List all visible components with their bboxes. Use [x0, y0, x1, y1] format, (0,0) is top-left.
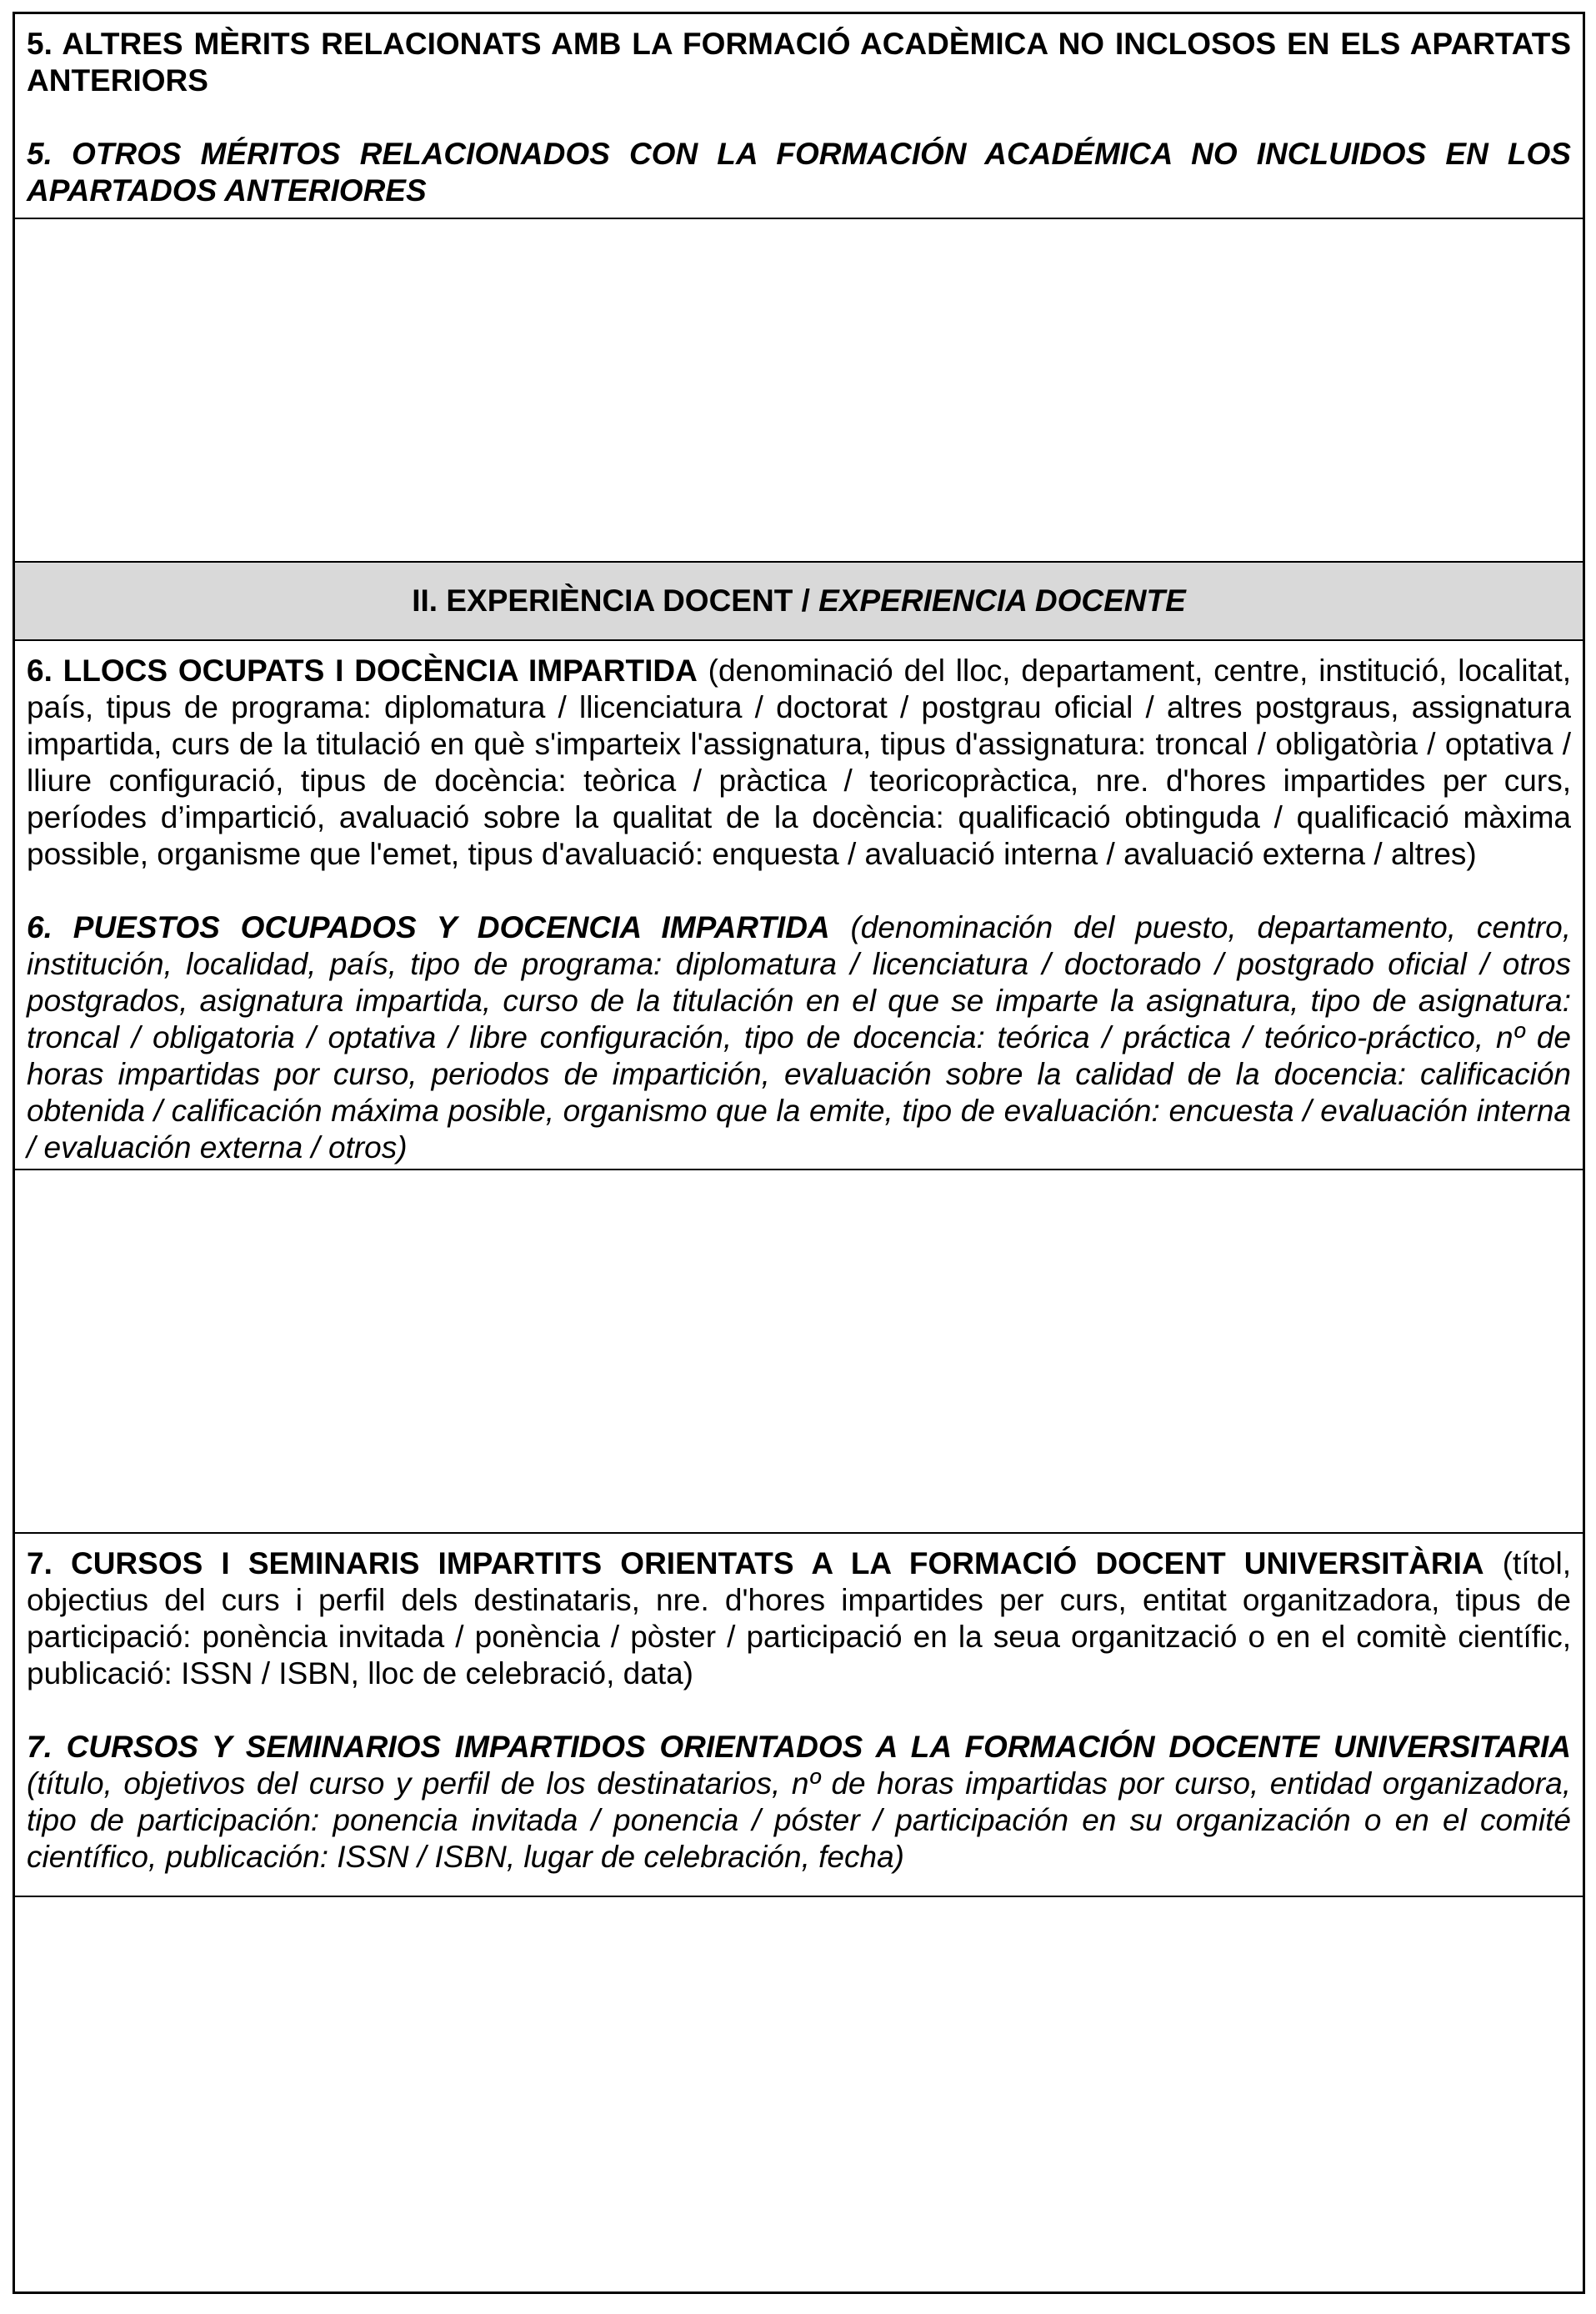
- section-5-header: [15, 14, 1583, 219]
- section-5-heading-es: 5. OTROS MÉRITOS RELACIONADOS CON LA FORMACIÓN ACADÉMICA NO INCLUIDOS EN LOS APARTADOS ANTERIORES: [27, 137, 1571, 208]
- section-ii-band: [15, 563, 1583, 641]
- section-6-text-ca: 6. LLOCS OCUPATS I DOCÈNCIA IMPARTIDA (denominació del lloc, departament, centre, institució, localitat, país, tipus de programa: diplomatura / llicenciatura / doctorat / postgrau oficial / altres postgraus, assignatura impartida, curs de la titulació en què s'imparteix l'assignatura, tipus d'assignatura: troncal / obligatòria / optativa / lliure configuració, tipus de docència: teòrica / pràctica / teoricopràctica, nre. d'hores impartides per curs, períodes d’impartició, avaluació sobre la qualitat de la docència: qualificació obtinguda / qualificació màxima possible, organisme que l'emet, tipus d'avaluació: enquesta / avaluació interna / avaluació externa / altres): [27, 654, 1571, 871]
- section-6-heading-ca: 6. LLOCS OCUPATS I DOCÈNCIA IMPARTIDA: [27, 654, 698, 688]
- section-7-answer-field[interactable]: [15, 1897, 1583, 2291]
- section-6-heading-es: 6. PUESTOS OCUPADOS Y DOCENCIA IMPARTIDA: [27, 910, 830, 944]
- section-7-heading-ca: 7. CURSOS I SEMINARIS IMPARTITS ORIENTATS A LA FORMACIÓ DOCENT UNIVERSITÀRIA: [27, 1546, 1484, 1580]
- section-7-text-ca: 7. CURSOS I SEMINARIS IMPARTITS ORIENTATS A LA FORMACIÓ DOCENT UNIVERSITÀRIA (títol, objectius del curs i perfil dels destinataris, nre. d'hores impartides per curs, entitat organitzadora, tipus de participació: ponència invitada / ponència / pòster / participació en la seua organització o en el comitè científic, publicació: ISSN / ISBN, lloc de celebració, data): [27, 1546, 1571, 1690]
- section-ii-title: II. EXPERIÈNCIA DOCENT / EXPERIENCIA DOCENTE: [412, 584, 1186, 618]
- section-7-header: [15, 1534, 1583, 1897]
- section-6-header: [15, 641, 1583, 1170]
- section-7-text-es: 7. CURSOS Y SEMINARIOS IMPARTIDOS ORIENTADOS A LA FORMACIÓN DOCENTE UNIVERSITARIA (título, objetivos del curso y perfil de los destinatarios, nº de horas impartidas por curso, entidad organizadora, tipo de participación: ponencia invitada / ponencia / póster / participación en su organización o en el comité científico, publicación: ISSN / ISBN, lugar de celebración, fecha): [27, 1730, 1571, 1874]
- section-5-heading-ca: 5. ALTRES MÈRITS RELACIONATS AMB LA FORMACIÓ ACADÈMICA NO INCLOSOS EN ELS APARTATS ANTERIORS: [27, 27, 1571, 98]
- section-7-heading-es: 7. CURSOS Y SEMINARIOS IMPARTIDOS ORIENTADOS A LA FORMACIÓN DOCENTE UNIVERSITARIA: [27, 1730, 1571, 1764]
- form-table: [13, 12, 1585, 2294]
- section-6-text-es: 6. PUESTOS OCUPADOS Y DOCENCIA IMPARTIDA (denominación del puesto, departamento, centro, institución, localidad, país, tipo de programa: diplomatura / licenciatura / doctorado / postgrado oficial / otros postgrados, asignatura impartida, curso de la titulación en el que se imparte la asignatura, tipo de asignatura: troncal / obligatoria / optativa / libre configuración, tipo de docencia: teórica / práctica / teórico-práctico, nº de horas impartidas por curso, periodos de impartición, evaluación sobre la calidad de la docencia: calificación obtenida / calificación máxima posible, organismo que la emite, tipo de evaluación: encuesta / evaluación interna / evaluación externa / otros): [27, 910, 1571, 1165]
- section-5-answer-field[interactable]: [15, 219, 1583, 563]
- section-6-answer-field[interactable]: [15, 1170, 1583, 1534]
